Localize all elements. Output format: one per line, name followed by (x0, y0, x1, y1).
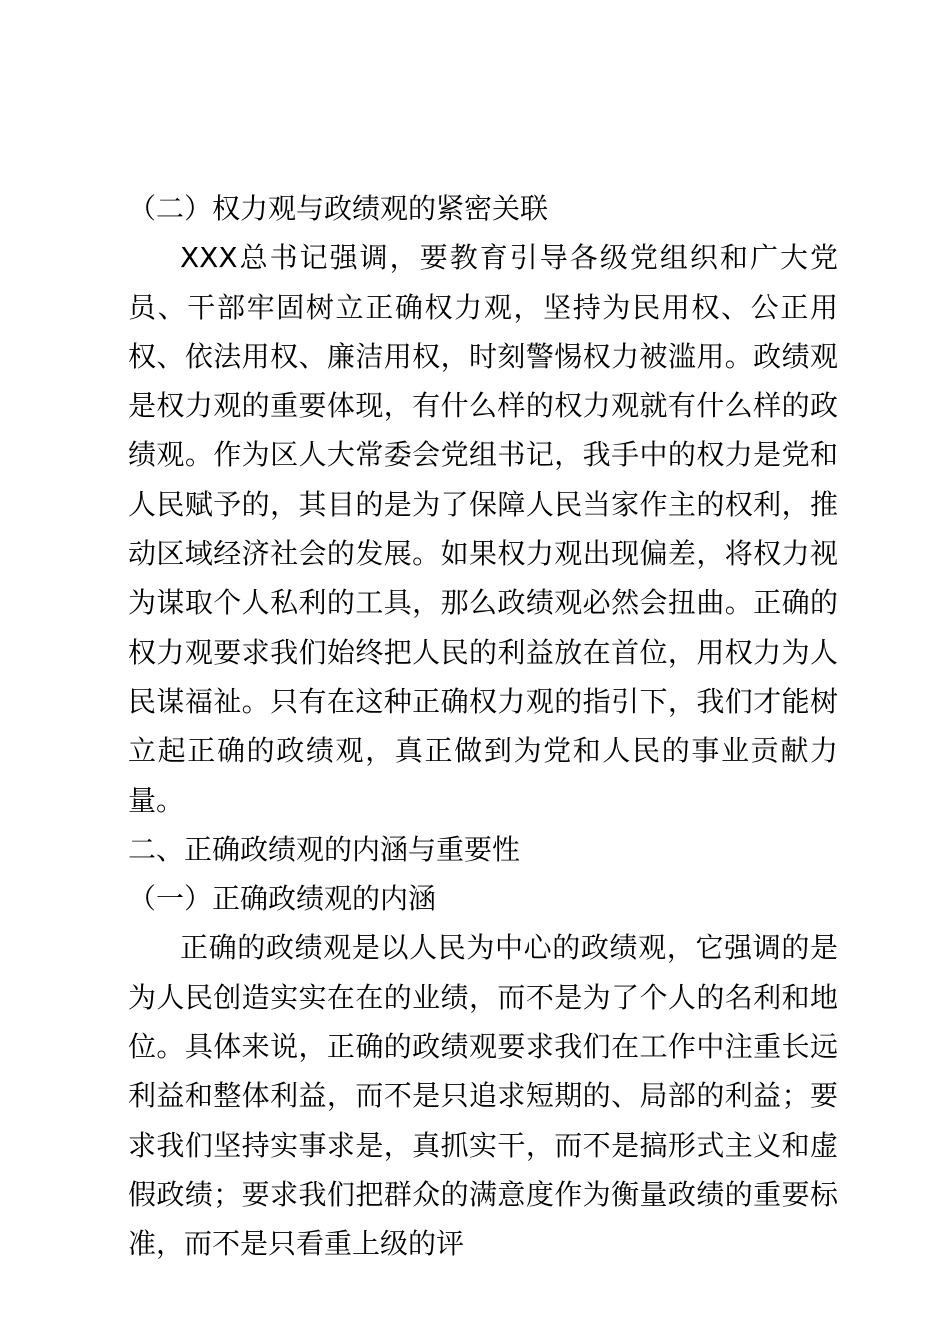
subheading-power-and-performance: （二）权力观与政绩观的紧密关联 (128, 192, 549, 225)
section-heading-correct-performance-view: 二、正确政绩观的内涵与重要性 (128, 832, 521, 866)
document-body (128, 184, 838, 1269)
paragraph-power-view: XXX总书记强调，要教育引导各级党组织和广大党员、干部牢固树立正确权力观，坚持为民用权、公正用权、依法用权、廉洁用权，时刻警惕权力被滥用。政绩观是权力观的重要体现，有什么样的权力观就有什么样的政绩观。作为区人大常委会党组书记，我手中的权力是党和人民赋予的，其目的是为了保障人民当家作主的权利，推动区域经济社会的发展。如果权力观出现偏差，将权力视为谋取个人私利的工具，那么政绩观必然会扭曲。正确的权力观要求我们始终把人民的利益放在首位，用权力为人民谋福祉。只有在这种正确权力观的指引下，我们才能树立起正确的政绩观，真正做到为党和人民的事业贡献力量。 (128, 241, 838, 817)
paragraph-connotation: 正确的政绩观是以人民为中心的政绩观，它强调的是为人民创造实实在在的业绩，而不是为了个人的名利和地位。具体来说，正确的政绩观要求我们在工作中注重长远利益和整体利益，而不是只追求短期的、局部的利益；要求我们坚持实事求是，真抓实干，而不是搞形式主义和虚假政绩；要求我们把群众的满意度作为衡量政绩的重要标准，而不是只看重上级的评 (128, 931, 838, 1261)
subheading-connotation: （一）正确政绩观的内涵 (128, 882, 437, 916)
